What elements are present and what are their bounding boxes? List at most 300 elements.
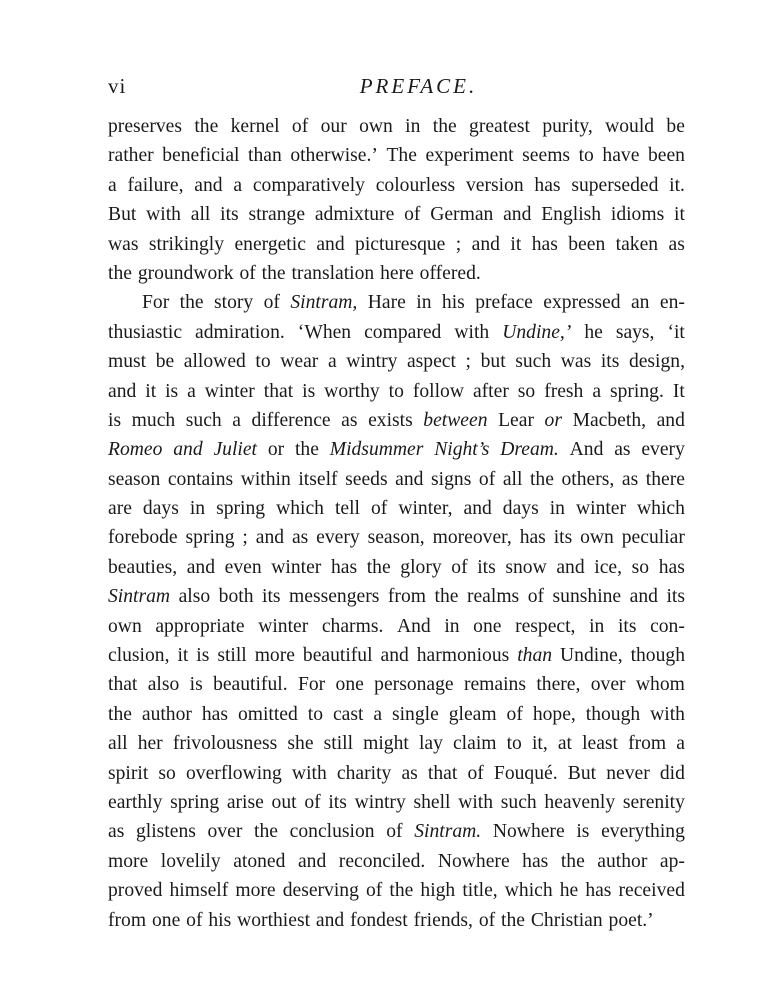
word: Lear	[498, 409, 534, 431]
word: and	[173, 439, 203, 461]
text-line	[108, 200, 685, 229]
word: it	[674, 204, 685, 226]
word: of	[451, 556, 468, 578]
text-line	[108, 906, 685, 935]
word: ‘When	[297, 321, 352, 343]
word: one	[151, 909, 181, 931]
word: or	[267, 439, 285, 461]
word: there	[645, 468, 685, 490]
word: between	[423, 409, 488, 431]
word: her	[137, 733, 163, 755]
word: atoned	[233, 850, 286, 872]
word: and	[656, 409, 685, 431]
word: are	[108, 498, 132, 520]
word: that	[427, 762, 458, 784]
word: still	[217, 645, 247, 667]
word: is	[108, 409, 122, 431]
word: And	[569, 439, 604, 461]
word: one	[473, 615, 502, 637]
word: translation	[291, 262, 375, 284]
word: and	[395, 468, 424, 490]
word: it	[510, 233, 522, 255]
word: its	[328, 791, 347, 813]
word: a	[676, 733, 685, 755]
word: of	[404, 204, 421, 226]
word: reconciled.	[338, 850, 426, 872]
word: than	[517, 645, 553, 667]
word: serenity	[622, 791, 685, 813]
word: and	[194, 174, 223, 196]
word: more	[108, 850, 149, 872]
word: Midsummer	[329, 439, 424, 461]
word: proved	[108, 880, 163, 902]
word: beneficial	[162, 145, 240, 167]
word: it,	[531, 733, 548, 755]
text-line	[108, 553, 685, 582]
word: and	[297, 850, 327, 872]
word: remains	[463, 674, 526, 696]
word: worthy	[324, 380, 380, 402]
word: than	[248, 145, 282, 167]
word: personage	[374, 674, 454, 696]
word: winter,	[398, 498, 453, 520]
word: all	[502, 468, 523, 490]
word: been	[647, 145, 685, 167]
word: ;	[455, 233, 462, 255]
word: much	[131, 409, 176, 431]
word: Fouqué.	[493, 762, 558, 784]
word: own	[359, 116, 393, 137]
word: it	[177, 645, 189, 667]
text-line	[108, 259, 685, 288]
word: she	[287, 733, 314, 755]
word: comparatively	[252, 174, 365, 196]
word: though	[585, 703, 641, 725]
word: that	[263, 380, 294, 402]
word: thusiastic	[108, 321, 183, 343]
word: he	[559, 880, 579, 902]
word: fresh	[544, 380, 584, 402]
text-line	[108, 230, 685, 259]
word: But	[108, 204, 137, 226]
word: is	[302, 380, 316, 402]
word: Christian	[530, 909, 603, 931]
word: his	[441, 292, 465, 314]
word: The	[386, 145, 417, 167]
text-line	[108, 670, 685, 699]
word: But	[567, 762, 597, 784]
word: claim	[452, 733, 497, 755]
word: days	[502, 498, 539, 520]
word: its	[600, 351, 620, 373]
word: experiment	[425, 145, 514, 167]
word: follow	[412, 380, 464, 402]
word: difference	[251, 409, 331, 431]
word: as	[108, 821, 125, 843]
word: picturesque	[355, 233, 446, 255]
word: Undine,’	[502, 321, 572, 343]
word: everything	[601, 821, 685, 843]
word: never	[606, 762, 650, 784]
running-title: PREFACE.	[359, 74, 478, 98]
word: own	[580, 527, 614, 549]
word: has	[330, 556, 358, 578]
text-line	[108, 377, 685, 406]
word: such	[500, 791, 537, 813]
word: glory	[400, 556, 442, 578]
word: ap-	[659, 850, 685, 872]
word: winter	[575, 498, 627, 520]
word: failure,	[127, 174, 184, 196]
word: as	[668, 233, 685, 255]
word: others,	[561, 468, 615, 490]
word: in	[549, 498, 565, 520]
text-line	[108, 700, 685, 729]
word: Sintram,	[290, 292, 358, 314]
word: friends,	[413, 909, 473, 931]
word: been	[568, 233, 606, 255]
word: the	[560, 850, 585, 872]
word: forebode	[108, 527, 178, 549]
word: It	[672, 380, 685, 402]
word: ice,	[594, 556, 623, 578]
word: and	[556, 556, 585, 578]
word: be	[666, 116, 685, 137]
word: lay	[418, 733, 443, 755]
word: of	[186, 909, 203, 931]
word: beauties,	[108, 556, 178, 578]
word: version	[465, 174, 524, 196]
word: Hare	[367, 292, 406, 314]
word: snow	[505, 556, 547, 578]
word: has	[201, 703, 228, 725]
word: an	[630, 292, 650, 314]
word: is	[165, 380, 179, 402]
text-line	[108, 318, 685, 347]
text-line	[108, 847, 685, 876]
word: such	[515, 351, 552, 373]
word: might	[363, 733, 409, 755]
word: spring	[170, 791, 220, 813]
word: ;	[242, 527, 248, 549]
word: with	[454, 321, 490, 343]
word: of	[478, 909, 496, 931]
word: Juliet	[213, 439, 257, 461]
word: respect,	[515, 615, 576, 637]
word: a	[327, 351, 337, 373]
text-line	[108, 641, 685, 670]
word: admiration.	[195, 321, 285, 343]
word: all	[108, 733, 128, 755]
word: For	[297, 674, 326, 696]
word: and	[471, 233, 500, 255]
word: Night’s	[434, 439, 490, 461]
word: has	[519, 527, 546, 549]
text-line	[108, 876, 685, 905]
word: sunshine	[552, 586, 622, 608]
word: frivolousness	[172, 733, 278, 755]
word: there,	[536, 674, 581, 696]
word: must	[108, 351, 147, 373]
word: that	[108, 674, 138, 696]
word: Dream.	[500, 439, 559, 461]
word: wintry	[354, 791, 406, 813]
word: has	[658, 556, 685, 578]
word: signs	[431, 468, 472, 490]
word: spring	[185, 527, 235, 549]
word: offered.	[419, 262, 481, 284]
word: with	[291, 762, 327, 784]
word: to	[388, 380, 404, 402]
text-line	[108, 788, 685, 817]
word: the	[294, 439, 319, 461]
word: every	[316, 527, 360, 549]
word: winter	[271, 556, 322, 578]
word: more	[235, 880, 276, 902]
word: its	[262, 586, 281, 608]
word: harmonious	[416, 645, 510, 667]
word: is	[196, 645, 210, 667]
word: beautiful	[302, 645, 373, 667]
word: own	[108, 615, 142, 637]
word: out	[271, 791, 297, 813]
word: title,	[462, 880, 498, 902]
word: strikingly	[148, 233, 225, 255]
word: Nowhere	[437, 850, 510, 872]
word: idioms	[610, 204, 665, 226]
word: And	[396, 615, 431, 637]
word: compared	[364, 321, 442, 343]
text-line	[108, 347, 685, 376]
word: with	[458, 791, 494, 813]
word: a	[108, 174, 117, 196]
word: and	[108, 380, 137, 402]
word: our	[320, 116, 347, 137]
word: peculiar	[621, 527, 685, 549]
word: has	[534, 174, 561, 196]
word: deserving	[282, 880, 359, 902]
word: which	[276, 498, 324, 520]
text-line	[108, 141, 685, 170]
word: the	[179, 292, 204, 314]
word: ‘it	[667, 321, 685, 343]
word: as	[621, 468, 639, 490]
word: ;	[465, 351, 471, 373]
word: single	[391, 703, 439, 725]
word: earthly	[108, 791, 163, 813]
word: tell	[334, 498, 360, 520]
word: moreover,	[432, 527, 512, 549]
word: high	[420, 880, 456, 902]
word: and	[629, 586, 658, 608]
text-line	[108, 288, 685, 317]
text-line	[108, 759, 685, 788]
word: beautiful.	[213, 674, 288, 696]
word: to	[578, 145, 594, 167]
word: Sintram.	[414, 821, 482, 843]
word: spirit	[108, 762, 149, 784]
word: the	[108, 703, 132, 725]
word: every	[641, 439, 685, 461]
word: says,	[615, 321, 655, 343]
word: over	[590, 674, 626, 696]
word: strange	[248, 204, 306, 226]
running-head	[108, 74, 685, 104]
word: spring.	[609, 380, 664, 402]
word: within	[240, 468, 291, 490]
word: from	[108, 909, 147, 931]
word: colourless	[375, 174, 456, 196]
word: purity,	[542, 116, 593, 137]
word: seeds	[345, 468, 388, 490]
word: is	[189, 674, 203, 696]
word: its	[617, 615, 637, 637]
word: whom	[635, 674, 685, 696]
word: energetic	[234, 233, 306, 255]
word: as	[341, 409, 358, 431]
word: story	[214, 292, 254, 314]
word: design,	[628, 351, 685, 373]
text-line	[108, 817, 685, 846]
text-line	[108, 112, 685, 141]
word: English	[541, 204, 602, 226]
word: Nowhere	[492, 821, 565, 843]
word: rather	[108, 145, 154, 167]
word: en-	[659, 292, 685, 314]
word: at	[557, 733, 572, 755]
word: and	[463, 498, 492, 520]
word: from	[387, 586, 426, 608]
word: as	[401, 762, 418, 784]
word: of	[386, 821, 403, 843]
word: a	[592, 380, 602, 402]
word: is	[576, 821, 590, 843]
text-line	[108, 612, 685, 641]
word: its	[220, 204, 239, 226]
word: received	[618, 880, 685, 902]
word: in	[189, 498, 206, 520]
word: both	[218, 586, 254, 608]
word: here	[380, 262, 414, 284]
word: would	[605, 116, 655, 137]
word: and	[255, 527, 285, 549]
word: the	[432, 116, 457, 137]
word: have	[602, 145, 640, 167]
text-line	[108, 494, 685, 523]
text-line	[108, 465, 685, 494]
word: has	[522, 850, 549, 872]
word: Romeo	[108, 439, 163, 461]
word: of	[291, 116, 309, 137]
word: winter	[258, 615, 309, 637]
text-line	[108, 435, 685, 464]
word: was	[560, 351, 592, 373]
word: its	[553, 527, 573, 549]
word: has	[531, 233, 558, 255]
word: so	[158, 762, 176, 784]
word: in	[589, 615, 605, 637]
word: be	[155, 351, 175, 373]
word: admixture	[314, 204, 395, 226]
word: a	[233, 174, 243, 196]
word: a	[232, 409, 241, 431]
word: in	[405, 116, 421, 137]
word: so	[631, 556, 650, 578]
word: worthiest	[237, 909, 311, 931]
word: did	[659, 762, 685, 784]
word: greatest	[469, 116, 530, 137]
word: allowed	[183, 351, 246, 373]
word: appropriate	[155, 615, 245, 637]
word: kernel	[230, 116, 280, 137]
word: and	[380, 645, 409, 667]
word: the	[254, 821, 278, 843]
word: wear	[280, 351, 319, 373]
word: preface	[475, 292, 533, 314]
word: otherwise.’	[290, 145, 378, 167]
word: and	[186, 556, 216, 578]
text-line	[108, 729, 685, 758]
word: realms	[466, 586, 520, 608]
word: to	[255, 351, 271, 373]
word: messengers	[289, 586, 380, 608]
word: poet.’	[608, 909, 654, 931]
word: its	[666, 586, 685, 608]
word: preserves	[108, 116, 182, 137]
word: of	[527, 586, 545, 608]
word: conclusion	[289, 821, 375, 843]
word: over	[207, 821, 243, 843]
word: season	[108, 468, 161, 490]
word: Undine,	[560, 645, 623, 667]
word: itself	[298, 468, 338, 490]
word: wintry	[346, 351, 398, 373]
word: which	[637, 498, 685, 520]
word: groundwork	[137, 262, 234, 284]
word: such	[185, 409, 222, 431]
word: glistens	[136, 821, 196, 843]
word: hope,	[532, 703, 576, 725]
text-line	[108, 406, 685, 435]
word: the	[529, 468, 554, 490]
word: contains	[167, 468, 234, 490]
word: author	[597, 850, 648, 872]
word: so	[517, 380, 536, 402]
text-line	[108, 582, 685, 611]
word: though	[630, 645, 685, 667]
word: or	[544, 409, 562, 431]
word: of	[371, 498, 388, 520]
word: was	[108, 233, 139, 255]
word: with	[650, 703, 685, 725]
word: of	[365, 880, 383, 902]
word: the	[194, 116, 219, 137]
word: lovelily	[160, 850, 221, 872]
page-number: vi	[108, 74, 127, 98]
word: as	[291, 527, 309, 549]
word: cast	[332, 703, 364, 725]
word: overflowing	[186, 762, 282, 784]
word: his	[208, 909, 232, 931]
body-text	[108, 112, 685, 935]
word: from	[628, 733, 667, 755]
word: of	[263, 292, 280, 314]
word: a	[187, 380, 196, 402]
word: Macbeth,	[572, 409, 647, 431]
word: to	[307, 703, 323, 725]
word: taken	[615, 233, 659, 255]
word: and	[503, 204, 532, 226]
